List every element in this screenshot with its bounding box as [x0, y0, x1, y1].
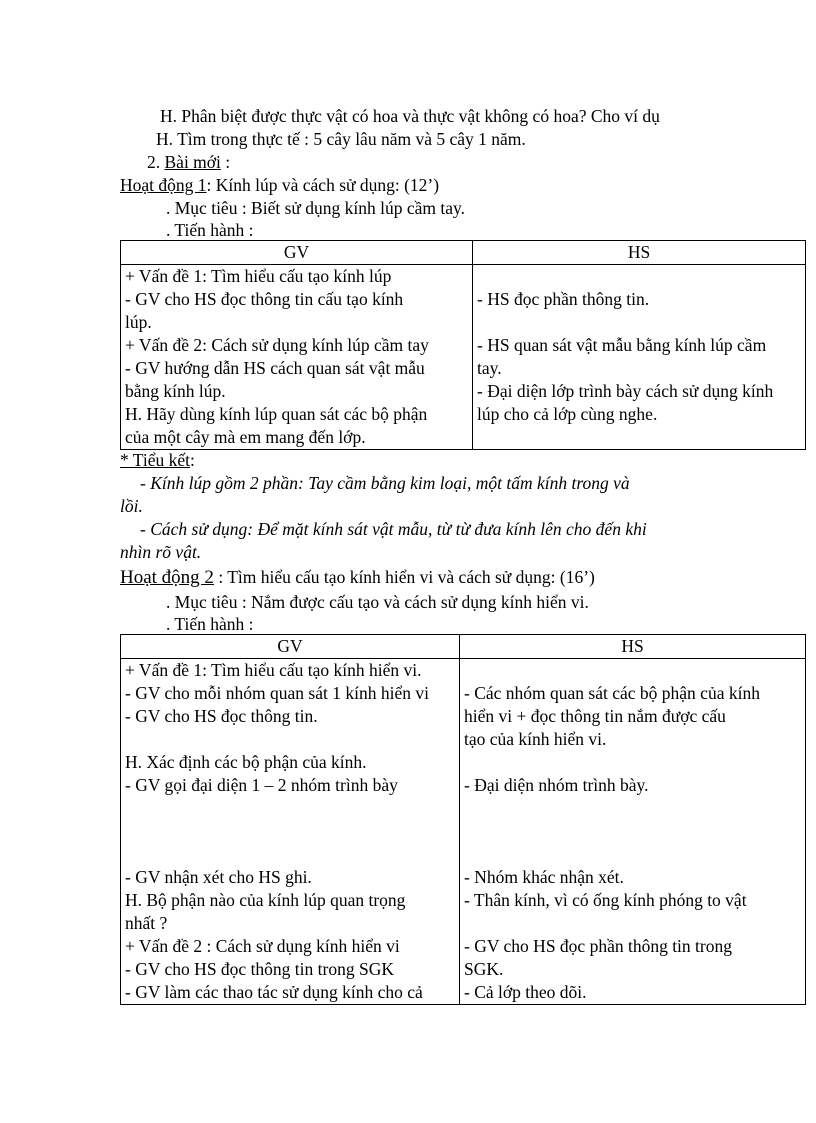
gv-line: lúp.	[125, 312, 152, 332]
section-title: Bài mới	[164, 152, 221, 172]
table-header-row	[121, 241, 806, 265]
hs-line: - Thân kính, vì có ống kính phóng to vật	[464, 890, 747, 910]
activity1-heading	[120, 174, 439, 197]
gv-line: nhất ?	[125, 913, 168, 933]
summary-point-1-cont: lồi.	[120, 496, 143, 516]
hs-line: tạo của kính hiển vi.	[464, 729, 607, 749]
hs-line: SGK.	[464, 959, 504, 979]
hs-line	[464, 820, 801, 843]
hs-line: - HS đọc phần thông tin.	[477, 289, 650, 309]
hs-cell	[473, 265, 806, 450]
hs-cell	[460, 659, 806, 1005]
hs-line	[477, 311, 801, 334]
gv-line: - GV cho HS đọc thông tin.	[125, 706, 318, 726]
gv-line	[125, 820, 455, 843]
hs-line: lúp cho cả lớp cùng nghe.	[477, 404, 658, 424]
gv-line: + Vấn đề 1: Tìm hiểu cấu tạo kính hiển vi.	[125, 660, 422, 680]
column-header-hs: HS	[460, 635, 806, 659]
summary-point-2: - Cách sử dụng: Để mặt kính sát vật mẫu, từ từ đưa kính lên cho đến khi	[140, 519, 647, 539]
gv-line: - GV cho HS đọc thông tin trong SGK	[125, 959, 394, 979]
gv-line	[125, 797, 455, 820]
activity2-goal: . Mục tiêu : Nắm được cấu tạo và cách sử dụng kính hiển vi.	[166, 592, 589, 612]
gv-line: + Vấn đề 2: Cách sử dụng kính lúp cầm tay	[125, 335, 429, 355]
activity2-table	[120, 634, 806, 1005]
gv-line: - GV cho mỗi nhóm quan sát 1 kính hiển vi	[125, 683, 429, 703]
hs-line: tay.	[477, 358, 502, 378]
gv-line: - GV gọi đại diện 1 – 2 nhóm trình bày	[125, 775, 398, 795]
gv-line: bằng kính lúp.	[125, 381, 226, 401]
summary-point-1: - Kính lúp gồm 2 phần: Tay cầm bằng kim loại, một tấm kính trong và	[140, 473, 630, 493]
hs-line: - Đại diện nhóm trình bày.	[464, 775, 649, 795]
column-header-hs: HS	[473, 241, 806, 265]
gv-line: - GV nhận xét cho HS ghi.	[125, 867, 312, 887]
activity1-table	[120, 240, 806, 450]
hs-line	[477, 426, 801, 449]
hs-line	[464, 751, 801, 774]
column-header-gv: GV	[121, 635, 460, 659]
review-question-2: H. Tìm trong thực tế : 5 cây lâu năm và 5 cây 1 năm.	[156, 129, 526, 149]
hs-line: - HS quan sát vật mẫu bằng kính lúp cầm	[477, 335, 767, 355]
section-heading	[147, 151, 230, 174]
activity2-proceed: . Tiến hành :	[166, 614, 254, 634]
activity1-title: : Kính lúp và cách sử dụng: (12’)	[206, 175, 440, 195]
section-colon: :	[220, 152, 231, 172]
summary-heading	[120, 449, 195, 472]
hs-line	[464, 843, 801, 866]
hs-line: - Cả lớp theo dõi.	[464, 982, 587, 1002]
activity1-goal: . Mục tiêu : Biết sử dụng kính lúp cầm tay.	[166, 198, 466, 218]
gv-cell	[121, 265, 473, 450]
activity1-proceed: . Tiến hành :	[166, 220, 254, 240]
gv-line: + Vấn đề 2 : Cách sử dụng kính hiển vi	[125, 936, 400, 956]
table-header-row	[121, 635, 806, 659]
hs-line: - Đại diện lớp trình bày cách sử dụng kính	[477, 381, 774, 401]
review-question-1: H. Phân biệt được thực vật có hoa và thực vật không có hoa? Cho ví dụ	[160, 106, 660, 126]
gv-line: của một cây mà em mang đến lớp.	[125, 427, 366, 447]
gv-line: + Vấn đề 1: Tìm hiểu cấu tạo kính lúp	[125, 266, 392, 286]
hs-line: hiển vi + đọc thông tin nắm được cấu	[464, 706, 726, 726]
hs-line	[464, 912, 801, 935]
gv-line: - GV cho HS đọc thông tin cấu tạo kính	[125, 289, 404, 309]
gv-line	[125, 843, 455, 866]
summary-label: * Tiểu kết	[120, 450, 191, 470]
section-number: 2.	[147, 152, 165, 172]
activity2-heading	[120, 566, 595, 589]
gv-line	[125, 728, 455, 751]
activity1-label: Hoạt động 1	[120, 175, 207, 195]
hs-line	[464, 797, 801, 820]
gv-line: H. Bộ phận nào của kính lúp quan trọng	[125, 890, 406, 910]
gv-line: - GV hướng dẫn HS cách quan sát vật mẫu	[125, 358, 425, 378]
hs-line: - Các nhóm quan sát các bộ phận của kính	[464, 683, 760, 703]
table-row	[121, 659, 806, 1005]
gv-line: H. Xác định các bộ phận của kính.	[125, 752, 367, 772]
summary-point-2-cont: nhìn rõ vật.	[120, 542, 202, 562]
hs-line	[477, 265, 801, 288]
table-row	[121, 265, 806, 450]
gv-line: H. Hãy dùng kính lúp quan sát các bộ phận	[125, 404, 428, 424]
summary-colon: :	[190, 450, 195, 470]
activity2-label: Hoạt động 2	[120, 567, 214, 588]
gv-cell	[121, 659, 460, 1005]
hs-line: - GV cho HS đọc phần thông tin trong	[464, 936, 732, 956]
hs-line: - Nhóm khác nhận xét.	[464, 867, 624, 887]
hs-line	[464, 659, 801, 682]
column-header-gv: GV	[121, 241, 473, 265]
activity2-title: : Tìm hiểu cấu tạo kính hiển vi và cách sử dụng: (16’)	[213, 567, 595, 587]
gv-line: - GV làm các thao tác sử dụng kính cho cả	[125, 982, 423, 1002]
